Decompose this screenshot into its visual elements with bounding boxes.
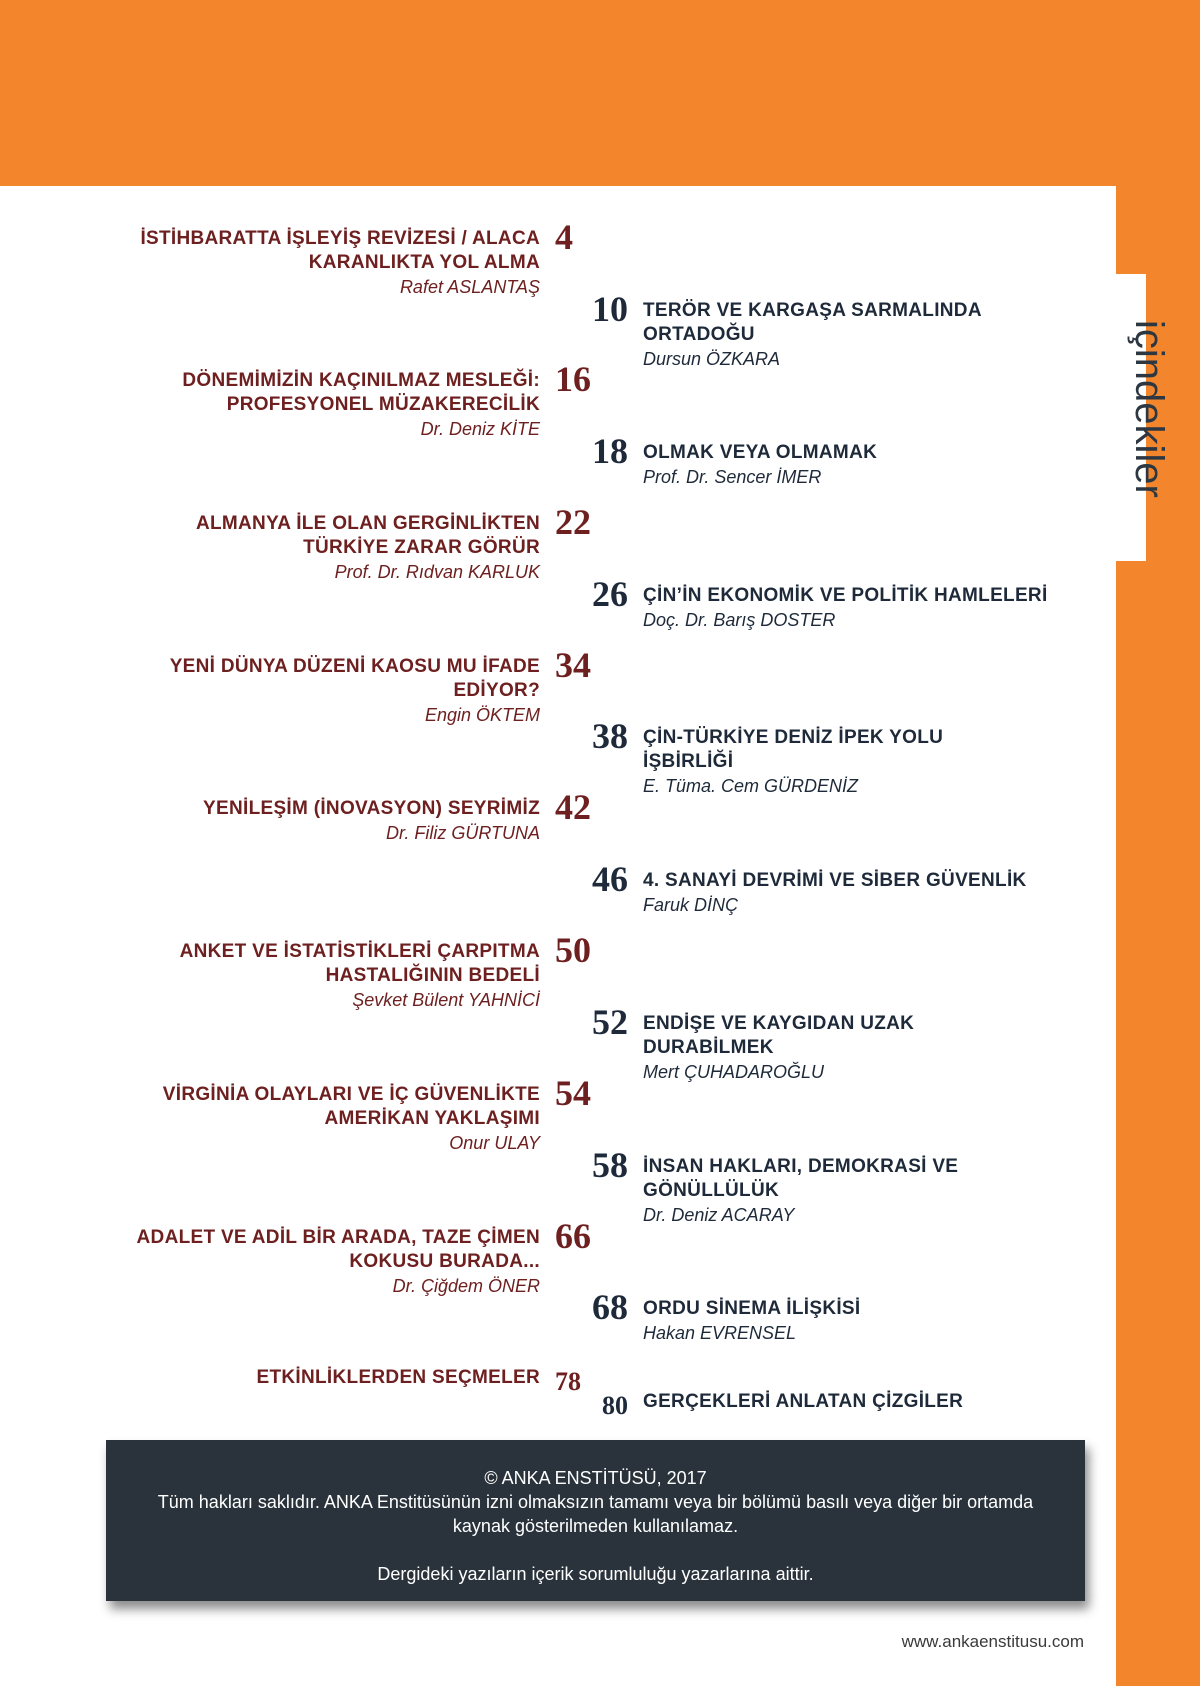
article-author: E. Tüma. Cem GÜRDENİZ <box>643 776 859 796</box>
article-title-line: ORDU SİNEMA İLİŞKİSİ <box>643 1298 861 1319</box>
article-author: Prof. Dr. Rıdvan KARLUK <box>334 562 540 582</box>
right-toc-entry[interactable] <box>643 1390 1083 1414</box>
page-number: 46 <box>592 859 628 899</box>
page-number: 26 <box>592 574 628 614</box>
side-tab-label: içindekiler <box>1127 320 1171 498</box>
responsibility-line: Dergideki yazıların içerik sorumluluğu yazarlarına aittir. <box>377 1564 814 1584</box>
article-author: Dr. Deniz ACARAY <box>643 1205 795 1225</box>
article-title-line: TÜRKİYE ZARAR GÖRÜR <box>303 537 540 558</box>
right-toc-entry[interactable] <box>643 869 1083 917</box>
article-title-line: VİRGİNİA OLAYLARI VE İÇ GÜVENLİKTE <box>162 1084 540 1105</box>
article-title-line: TERÖR VE KARGAŞA SARMALINDA <box>643 300 982 321</box>
article-title-line: GÖNÜLLÜLÜK <box>643 1180 779 1201</box>
left-toc-entry[interactable] <box>120 512 540 584</box>
article-title-line: EDİYOR? <box>453 680 540 701</box>
left-toc-entry[interactable] <box>120 940 540 1012</box>
article-author: Engin ÖKTEM <box>424 705 540 725</box>
page-number: 18 <box>592 431 628 471</box>
page-number: 10 <box>592 289 628 329</box>
article-author: Dursun ÖZKARA <box>643 349 781 369</box>
article-title-line: ORTADOĞU <box>643 324 755 345</box>
right-toc-entry[interactable] <box>643 584 1083 632</box>
article-author: Faruk DİNÇ <box>643 895 739 915</box>
article-author: Mert ÇUHADAROĞLU <box>643 1062 825 1082</box>
website-link[interactable]: www.ankaenstitusu.com <box>901 1632 1084 1651</box>
right-toc-entry[interactable] <box>643 299 1083 371</box>
article-title-line: DÖNEMİMİZİN KAÇINILMAZ MESLEĞİ: <box>182 370 540 391</box>
page-number: 66 <box>555 1216 591 1256</box>
page-number: 42 <box>555 787 591 827</box>
article-author: Dr. Deniz KİTE <box>420 419 540 439</box>
left-toc-entry[interactable] <box>120 1366 540 1390</box>
orange-side-band <box>1116 0 1200 1686</box>
rights-line-1: Tüm hakları saklıdır. ANKA Enstitüsünün izni olmaksızın tamamı veya bir bölümü basılı veya diğer bir ortamda <box>157 1492 1034 1512</box>
article-title-line: ENDİŞE VE KAYGIDAN UZAK <box>643 1013 915 1034</box>
article-author: Prof. Dr. Sencer İMER <box>643 467 822 487</box>
rights-line-2: kaynak gösterilmeden kullanılamaz. <box>452 1516 739 1536</box>
article-author: Hakan EVRENSEL <box>643 1323 797 1343</box>
copyright-line: © ANKA ENSTİTÜSÜ, 2017 <box>484 1468 707 1488</box>
left-toc-entry[interactable] <box>120 369 540 441</box>
page-number: 78 <box>555 1367 581 1396</box>
left-toc-entry[interactable] <box>120 655 540 727</box>
article-title-line: İŞBİRLİĞİ <box>643 751 734 772</box>
article-author: Rafet ASLANTAŞ <box>399 277 540 297</box>
article-title-line: ADALET VE ADİL BİR ARADA, TAZE ÇİMEN <box>136 1227 540 1248</box>
article-title-line: GERÇEKLERİ ANLATAN ÇİZGİLER <box>643 1391 964 1412</box>
page-number: 52 <box>592 1002 628 1042</box>
page-number: 34 <box>555 645 591 685</box>
page-number: 54 <box>555 1073 591 1113</box>
article-title-line: KARANLIKTA YOL ALMA <box>308 252 540 273</box>
article-title-line: ANKET VE İSTATİSTİKLERİ ÇARPITMA <box>179 941 540 962</box>
copyright-box <box>106 1440 1085 1601</box>
page-number: 22 <box>555 502 591 542</box>
right-toc-entry[interactable] <box>643 726 1083 798</box>
article-title-line: ALMANYA İLE OLAN GERGİNLİKTEN <box>195 513 540 534</box>
orange-header-band <box>0 0 1200 186</box>
article-title-line: İSTİHBARATTA İŞLEYİŞ REVİZESİ / ALACA <box>140 228 540 249</box>
page-number: 58 <box>592 1145 628 1185</box>
left-toc-entry[interactable] <box>120 1083 540 1155</box>
article-title-line: YENİLEŞİM (İNOVASYON) SEYRİMİZ <box>203 798 540 819</box>
article-author: Onur ULAY <box>449 1133 540 1153</box>
right-toc-entry[interactable] <box>643 1012 1083 1084</box>
page-number: 80 <box>602 1391 628 1420</box>
right-toc-entry[interactable] <box>643 1155 1083 1227</box>
left-toc-entry[interactable] <box>120 1226 540 1298</box>
article-title-line: ÇİN’İN EKONOMİK VE POLİTİK HAMLELERİ <box>643 585 1048 606</box>
article-title-line: ÇİN-TÜRKİYE DENİZ İPEK YOLU <box>643 727 944 748</box>
page-number: 4 <box>555 217 573 257</box>
article-title-line: İNSAN HAKLARI, DEMOKRASİ VE <box>643 1156 959 1177</box>
right-toc-entry[interactable] <box>643 1297 1083 1345</box>
article-author: Dr. Filiz GÜRTUNA <box>386 823 540 843</box>
article-author: Dr. Çiğdem ÖNER <box>392 1276 540 1296</box>
right-toc-entry[interactable] <box>643 441 1083 489</box>
article-title-line: PROFESYONEL MÜZAKERECİLİK <box>226 394 540 415</box>
article-title-line: OLMAK VEYA OLMAMAK <box>643 442 878 463</box>
article-title-line: YENİ DÜNYA DÜZENİ KAOSU MU İFADE <box>169 656 540 677</box>
left-toc-entry[interactable] <box>120 797 540 845</box>
page-number: 38 <box>592 716 628 756</box>
article-author: Doç. Dr. Barış DOSTER <box>643 610 836 630</box>
article-title-line: ETKİNLİKLERDEN SEÇMELER <box>256 1367 540 1388</box>
article-title-line: HASTALIĞININ BEDELİ <box>325 965 540 986</box>
article-title-line: AMERİKAN YAKLAŞIMI <box>324 1108 540 1129</box>
page-number: 50 <box>555 930 591 970</box>
article-author: Şevket Bülent YAHNİCİ <box>352 990 540 1010</box>
article-title-line: DURABİLMEK <box>643 1037 774 1058</box>
left-toc-entry[interactable] <box>120 227 540 299</box>
page-number: 68 <box>592 1287 628 1327</box>
page-number: 16 <box>555 359 591 399</box>
article-title-line: KOKUSU BURADA... <box>349 1251 540 1272</box>
article-title-line: 4. SANAYİ DEVRİMİ VE SİBER GÜVENLİK <box>643 870 1027 891</box>
